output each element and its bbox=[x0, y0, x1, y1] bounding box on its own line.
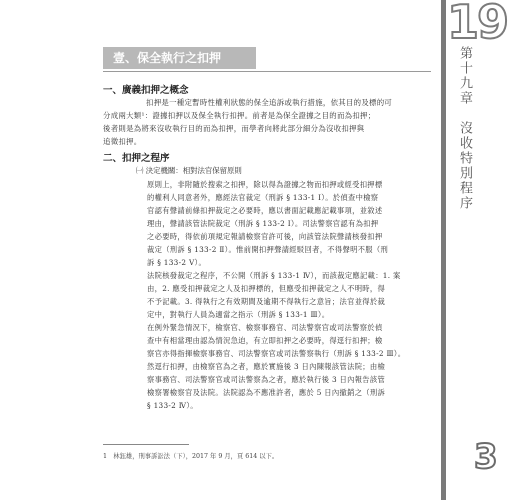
text-line: 察官亦得指揮檢察事務官、司法警察官或司法警察執行（刑訴 § 133-2 Ⅲ）。 bbox=[147, 349, 406, 358]
text-line: 法院核發裁定之程序，不公開（刑訴 § 133-1 Ⅳ），而該裁定應記載：1. 案 bbox=[147, 271, 401, 280]
text-line: 裁定（刑訴 § 133-2 Ⅱ）。惟前開扣押聲請經駁回者，不得聲明不服（刑 bbox=[147, 245, 389, 254]
text-line: 的權利人同意者外，應經法官裁定（刑訴 § 133-1 Ⅰ）。於偵查中檢察 bbox=[147, 193, 379, 202]
heading-procedure: 二、扣押之程序 bbox=[103, 153, 170, 164]
chapter-tab-bar bbox=[441, 0, 446, 500]
text-line: 然逕行扣押，由檢察官為之者，應於實施後 3 日內陳報該管法院；由檢 bbox=[147, 362, 386, 371]
chapter-number: 19 bbox=[447, 0, 508, 49]
procedure-block-2 bbox=[147, 269, 428, 321]
footnote-divider bbox=[103, 444, 189, 445]
procedure-item-1: ㈠ 決定機關：相對法官保留原則 bbox=[136, 166, 242, 175]
footnote: 1 林鈺雄，刑事訴訟法（下），2017 年 9 月，頁 614 以下。 bbox=[103, 453, 279, 460]
text-line: 官認有聲請前條扣押裁定之必要時，應以書面記載應記載事項，並敘述 bbox=[147, 206, 383, 215]
text-line: 理由，聲請該管法院裁定（刑訴 § 133-2 Ⅰ）。司法警察官認有為扣押 bbox=[147, 219, 379, 228]
text-line: 之必要時，得依前項規定報請檢察官許可後，向該管法院聲請核發扣押 bbox=[147, 232, 383, 241]
procedure-block-1 bbox=[147, 178, 428, 269]
section-title: 壹、保全執行之扣押 bbox=[103, 47, 256, 69]
text-line: 原則上，非附隨於搜索之扣押，除以得為證據之物而扣押或經受扣押標 bbox=[147, 180, 383, 189]
text-line: 察事務官、司法警察官或司法警察為之者，應於執行後 3 日內報告該管 bbox=[147, 375, 386, 384]
concept-line: 後者則是為將來沒收執行目的而為扣押，而學者向將此部分細分為沒收扣押與 bbox=[103, 124, 365, 133]
text-line: 在例外緊急情況下，檢察官、檢察事務官、司法警察官或司法警察於偵 bbox=[147, 323, 383, 332]
concept-line: 扣押是一種定暫時性權利狀態的保全追訴或執行措施，依其目的及標的可 bbox=[146, 98, 393, 107]
text-line: 定中，對執行人員為適當之指示（刑訴 § 133-1 Ⅲ）。 bbox=[147, 310, 330, 319]
heading-concept: 一、廣義扣押之概念 bbox=[103, 85, 189, 96]
procedure-block-3 bbox=[147, 321, 428, 412]
chapter-title: 第十九章 沒收特別程序 bbox=[457, 46, 472, 211]
concept-line: 分成兩大類¹：證據扣押以及保全執行扣押。前者是為保全證據之目的而為扣押； bbox=[103, 111, 376, 120]
page-number: 3 bbox=[474, 437, 498, 477]
text-line: 不予記載。3. 得執行之有效期間及逾期不得執行之意旨；法官並得於裁 bbox=[147, 297, 386, 306]
text-line: 檢察署檢察官及法院。法院認為不應准許者，應於 5 日內撤銷之（刑訴 bbox=[147, 388, 386, 397]
text-line: 訴 § 133-2 Ⅴ）。 bbox=[147, 258, 207, 267]
concept-line: 追徵扣押。 bbox=[103, 137, 142, 146]
text-line: § 133-2 Ⅳ）。 bbox=[147, 401, 198, 410]
text-line: 由，2. 應受扣押裁定之人及扣押標的，但應受扣押裁定之人不明時，得 bbox=[147, 284, 386, 293]
text-line: 查中有相當理由認為情況急迫，有立即扣押之必要時，得逕行扣押；檢 bbox=[147, 336, 383, 345]
section-divider bbox=[103, 71, 431, 72]
